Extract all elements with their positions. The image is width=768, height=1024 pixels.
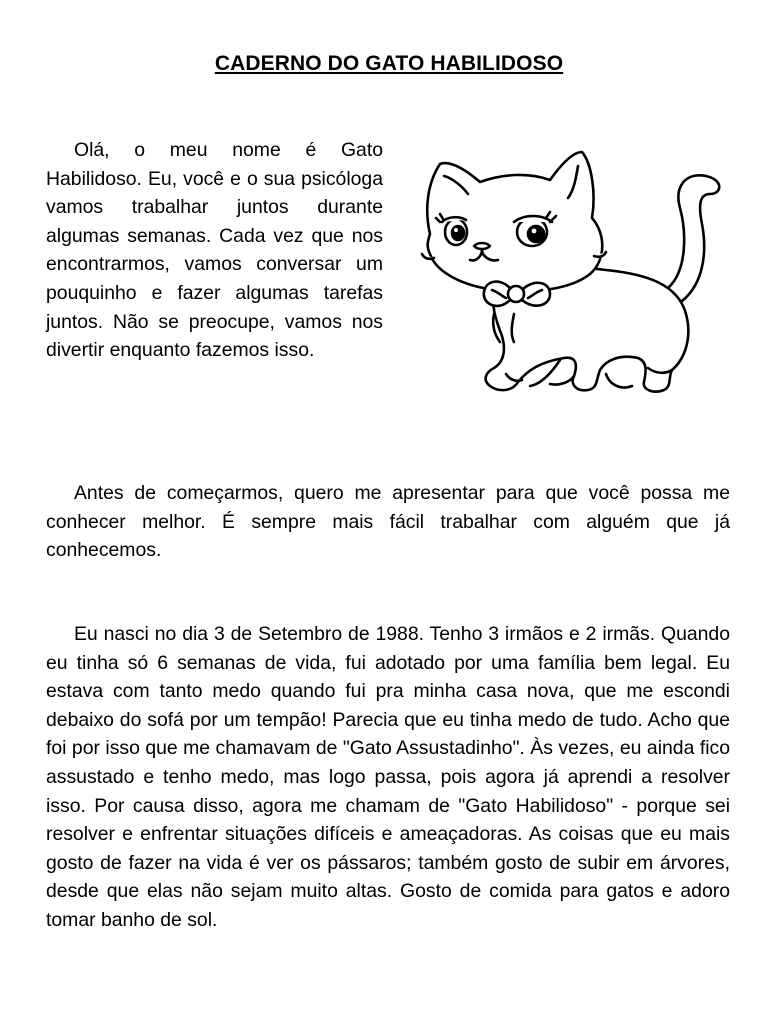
paragraph-presentation: Antes de começarmos, quero me apresentar para que você possa me conhecer melhor. É sempre mais fácil trabalhar com alguém que já conhecemos. — [46, 482, 730, 562]
paragraph-story: Eu nasci no dia 3 de Setembro de 1988. Tenho 3 irmãos e 2 irmãs. Quando eu tinha só 6 semanas de vida, fui adotado por uma família bem legal. Eu estava com tanto medo quando fui pra minha casa nova, que me escondi debaixo do sofá por um tempão! Parecia que eu tinha medo de tudo. Acho que foi por isso que me chamavam de "Gato Assustadinho". Às vezes, eu ainda fico assustado e tenho medo, mas logo passa, pois agora já aprendi a resolver isso. Por causa disso, agora me chamam de "Gato Habilidoso" - porque sei resolver e enfrentar situações difíceis e ameaçadoras. As coisas que eu mais gosto de fazer na vida é ver os pássaros; também gosto de subir em árvores, desde que elas não sejam muito altas. Gosto de comida para gatos e adoro tomar banho de sol. — [46, 623, 730, 931]
paragraph-intro: Olá, o meu nome é Gato Habilidoso. Eu, você e o sua psicóloga vamos trabalhar juntos durante algumas semanas. Cada vez que nos encontrarmos, vamos conversar um pouquinho e fazer algumas tarefas juntos. Não se preocupe, vamos nos divertir enquanto fazemos isso. — [46, 139, 383, 362]
document-title: CADERNO DO GATO HABILIDOSO — [214, 52, 564, 75]
cat-drawing-icon — [410, 138, 740, 400]
